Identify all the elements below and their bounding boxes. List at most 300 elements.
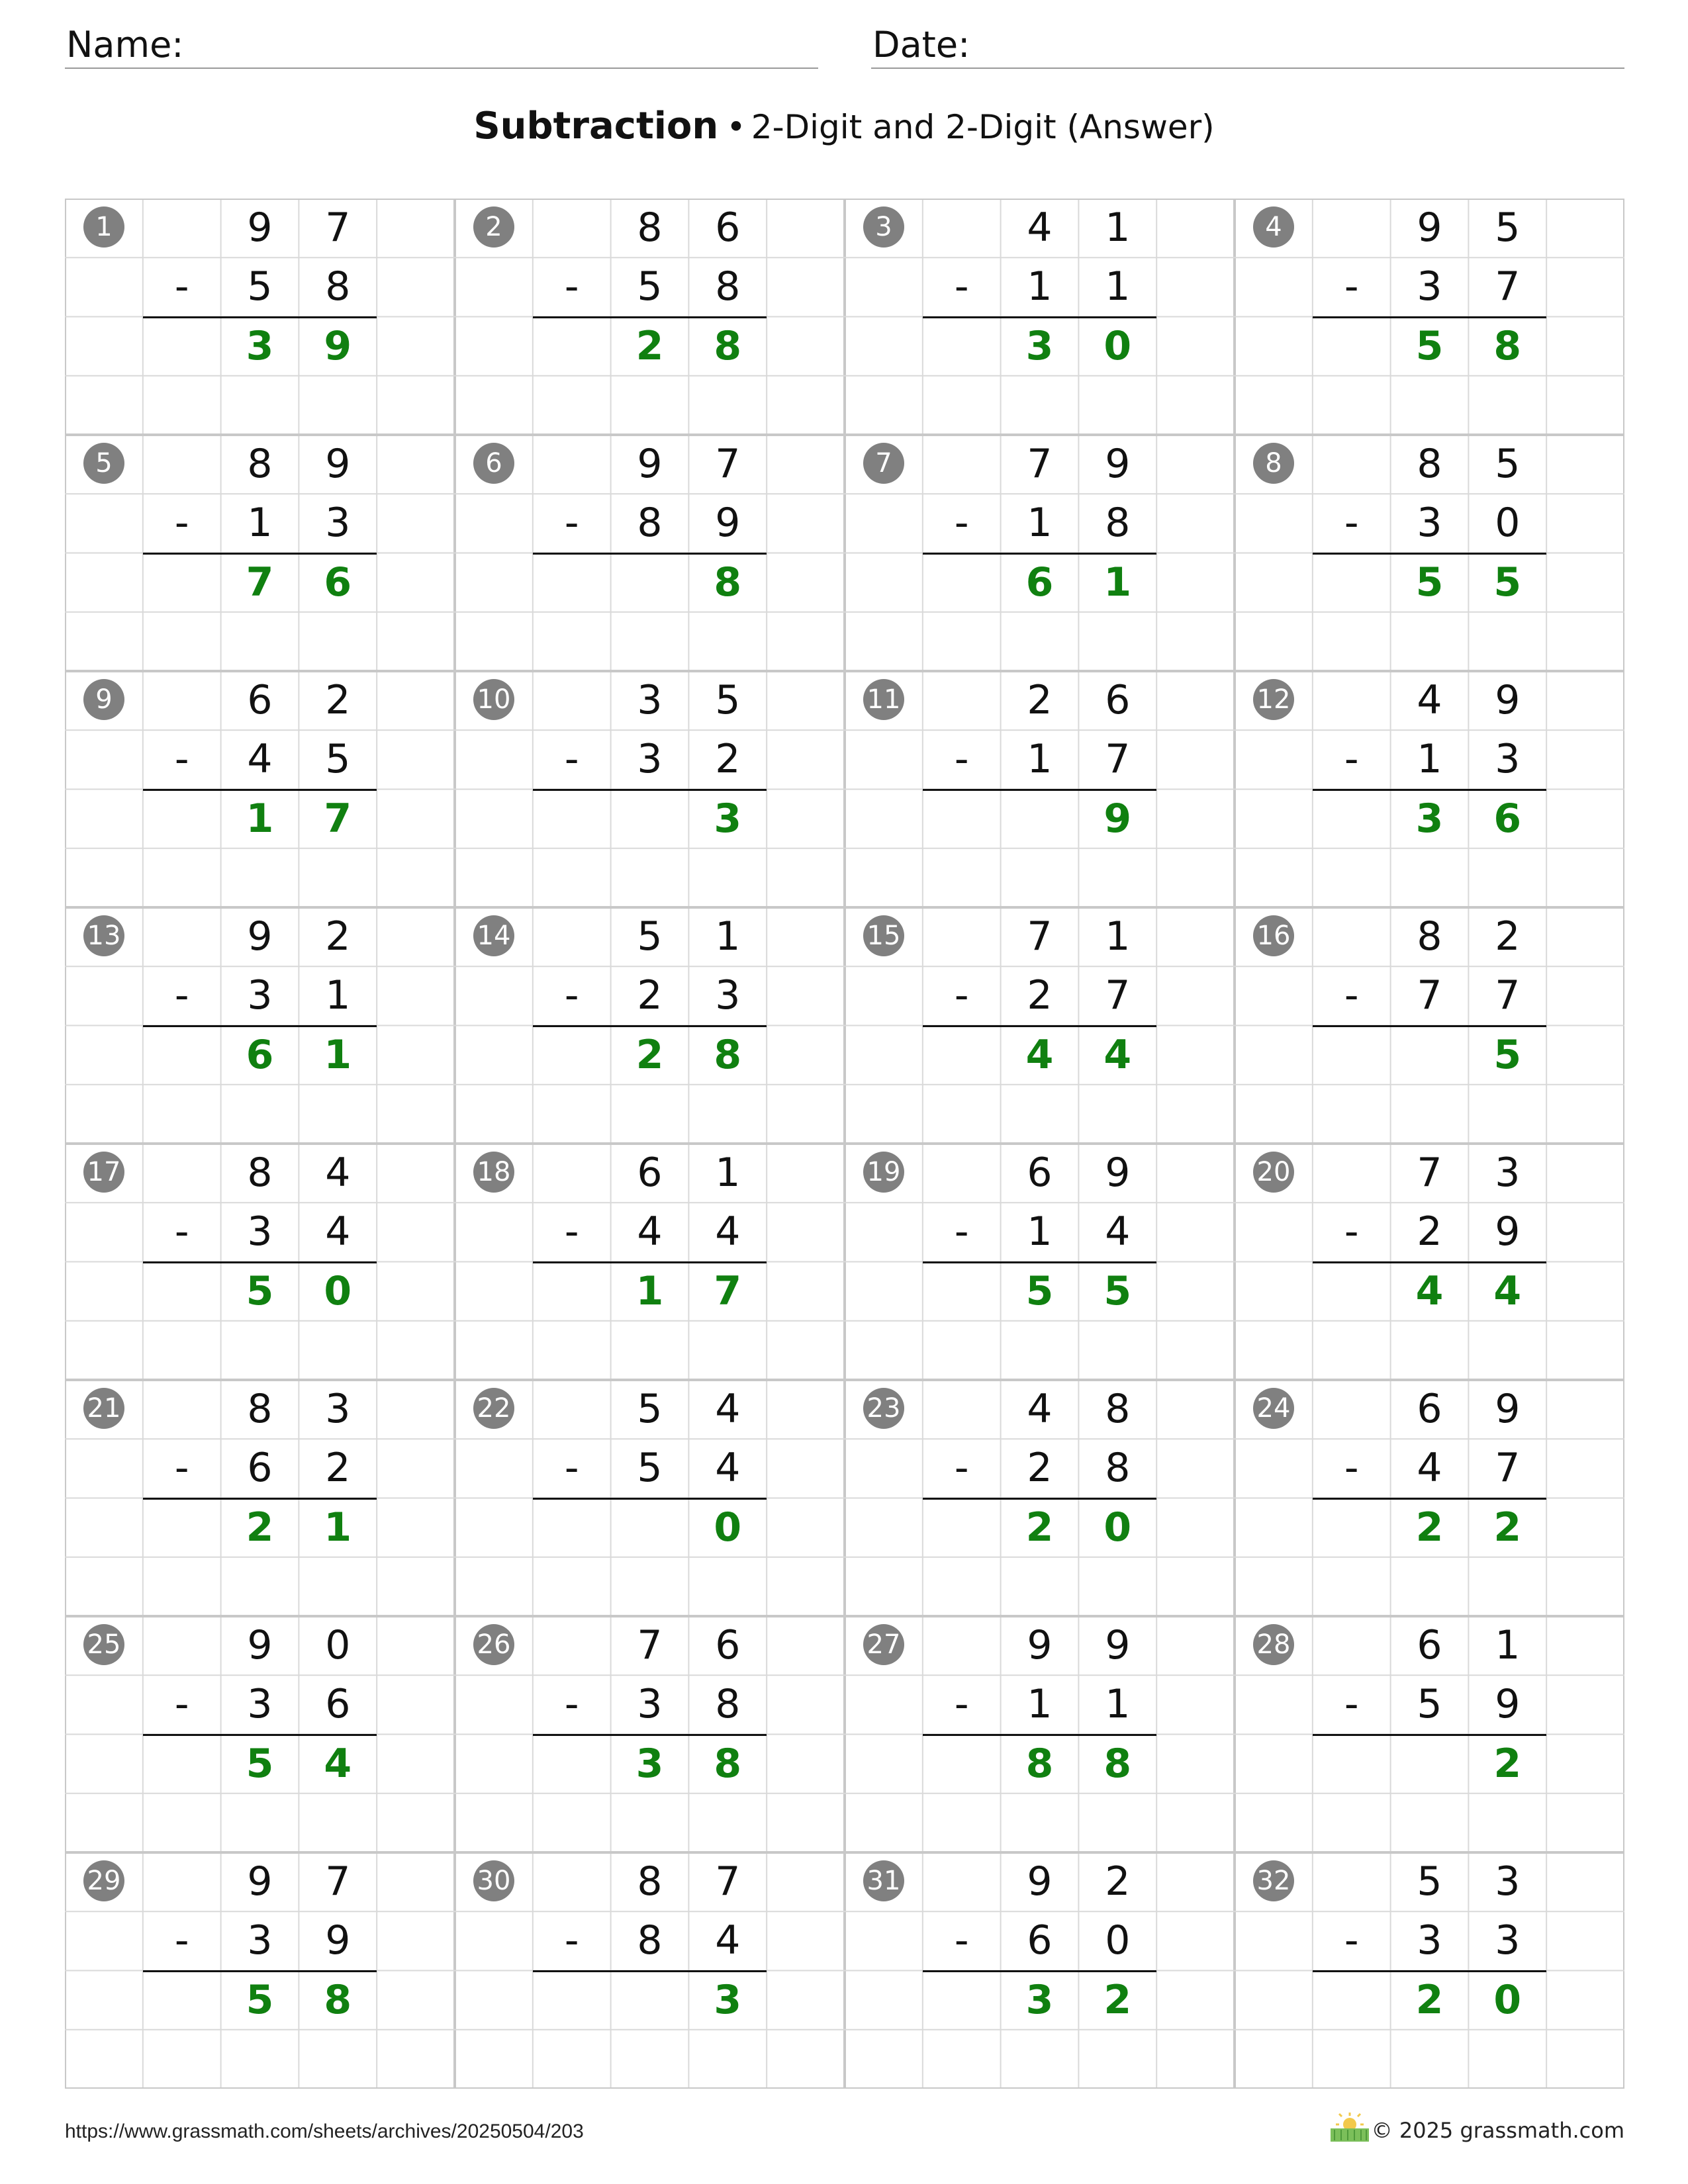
answer-tens[interactable]: 2 bbox=[1025, 1504, 1054, 1551]
answer-tens[interactable]: 2 bbox=[635, 322, 664, 369]
answer-ones[interactable]: 1 bbox=[1103, 559, 1132, 606]
minuend-ones: 5 bbox=[1495, 205, 1521, 251]
minuend-tens: 8 bbox=[1417, 913, 1442, 960]
answer-rule bbox=[923, 1970, 1156, 1972]
answer-rule bbox=[923, 553, 1156, 555]
subtrahend-ones: 9 bbox=[325, 1917, 351, 1964]
problem-27 bbox=[845, 1616, 1235, 1852]
minuend-tens: 7 bbox=[1027, 913, 1053, 960]
subtrahend-ones: 9 bbox=[1495, 1681, 1521, 1728]
minuend-tens: 3 bbox=[637, 677, 663, 723]
subtrahend-tens: 2 bbox=[1027, 1445, 1053, 1492]
minus-sign: - bbox=[564, 972, 579, 1019]
minus-sign: - bbox=[564, 1681, 579, 1728]
subtrahend-tens: 4 bbox=[247, 736, 273, 783]
minuend-tens: 6 bbox=[247, 677, 273, 723]
problem-number-badge: 13 bbox=[83, 915, 124, 956]
minus-sign: - bbox=[564, 1208, 579, 1255]
minuend-ones: 5 bbox=[1495, 441, 1521, 487]
subtrahend-ones: 5 bbox=[325, 736, 351, 783]
minuend-ones: 9 bbox=[1495, 1386, 1521, 1432]
minus-sign: - bbox=[1344, 263, 1359, 310]
answer-ones[interactable]: 2 bbox=[1493, 1504, 1522, 1551]
answer-ones[interactable]: 1 bbox=[324, 1031, 352, 1078]
problem-number-badge: 27 bbox=[863, 1624, 904, 1665]
answer-ones[interactable]: 1 bbox=[324, 1504, 352, 1551]
problem-14 bbox=[455, 907, 845, 1144]
answer-ones[interactable]: 4 bbox=[1493, 1267, 1522, 1314]
answer-rule bbox=[923, 1261, 1156, 1263]
subtrahend-tens: 2 bbox=[637, 972, 663, 1019]
subtrahend-tens: 3 bbox=[637, 736, 663, 783]
answer-ones[interactable]: 4 bbox=[324, 1740, 352, 1787]
answer-ones[interactable]: 8 bbox=[714, 1031, 742, 1078]
name-label: Name: bbox=[66, 24, 184, 66]
date-label: Date: bbox=[872, 24, 970, 66]
minus-sign: - bbox=[174, 1681, 189, 1728]
subtrahend-ones: 1 bbox=[325, 972, 351, 1019]
problem-number-badge: 6 bbox=[473, 443, 514, 484]
subtrahend-ones: 8 bbox=[1105, 500, 1131, 547]
subtrahend-tens: 3 bbox=[247, 1681, 273, 1728]
minuend-ones: 4 bbox=[325, 1150, 351, 1196]
problem-18 bbox=[455, 1144, 845, 1380]
problem-number-badge: 3 bbox=[863, 206, 904, 248]
problem-10 bbox=[455, 671, 845, 907]
subtrahend-ones: 8 bbox=[325, 263, 351, 310]
problem-22 bbox=[455, 1380, 845, 1616]
minus-sign: - bbox=[1344, 972, 1359, 1019]
answer-tens[interactable]: 3 bbox=[246, 322, 274, 369]
minuend-tens: 7 bbox=[1417, 1150, 1442, 1196]
subtrahend-ones: 7 bbox=[1495, 972, 1521, 1019]
minus-sign: - bbox=[564, 1917, 579, 1964]
subtrahend-ones: 2 bbox=[325, 1445, 351, 1492]
minuend-tens: 8 bbox=[1417, 441, 1442, 487]
subtrahend-tens: 1 bbox=[1417, 736, 1442, 783]
minuend-ones: 7 bbox=[715, 441, 741, 487]
minuend-tens: 6 bbox=[637, 1150, 663, 1196]
subtrahend-ones: 6 bbox=[325, 1681, 351, 1728]
minuend-tens: 8 bbox=[247, 1386, 273, 1432]
minuend-ones: 9 bbox=[1105, 1150, 1131, 1196]
minus-sign: - bbox=[1344, 736, 1359, 783]
answer-rule bbox=[1313, 1970, 1546, 1972]
answer-tens[interactable]: 4 bbox=[1025, 1031, 1054, 1078]
problem-number-badge: 10 bbox=[473, 679, 514, 720]
minuend-tens: 7 bbox=[637, 1622, 663, 1668]
answer-tens[interactable]: 3 bbox=[1415, 795, 1444, 842]
subtrahend-tens: 4 bbox=[1417, 1445, 1442, 1492]
answer-ones[interactable]: 9 bbox=[324, 322, 352, 369]
answer-ones[interactable]: 3 bbox=[714, 1976, 742, 2023]
minus-sign: - bbox=[564, 1445, 579, 1492]
subtrahend-ones: 0 bbox=[1495, 500, 1521, 547]
minuend-tens: 7 bbox=[1027, 441, 1053, 487]
problem-24 bbox=[1235, 1380, 1624, 1616]
minuend-ones: 4 bbox=[715, 1386, 741, 1432]
answer-ones[interactable]: 4 bbox=[1103, 1031, 1132, 1078]
name-line bbox=[65, 68, 818, 69]
subtrahend-ones: 1 bbox=[1105, 263, 1131, 310]
answer-tens[interactable]: 3 bbox=[1025, 1976, 1054, 2023]
minuend-ones: 3 bbox=[325, 1386, 351, 1432]
subtrahend-tens: 1 bbox=[1027, 736, 1053, 783]
answer-rule bbox=[1313, 1734, 1546, 1736]
minus-sign: - bbox=[174, 500, 189, 547]
problem-number-badge: 23 bbox=[863, 1388, 904, 1429]
subtrahend-ones: 8 bbox=[715, 263, 741, 310]
subtrahend-tens: 6 bbox=[247, 1445, 273, 1492]
answer-ones[interactable]: 8 bbox=[714, 1740, 742, 1787]
subtrahend-ones: 9 bbox=[1495, 1208, 1521, 1255]
minuend-ones: 9 bbox=[1105, 441, 1131, 487]
problem-6 bbox=[455, 435, 845, 671]
answer-tens[interactable] bbox=[611, 1971, 689, 2030]
answer-rule bbox=[533, 1970, 767, 1972]
minuend-ones: 3 bbox=[1495, 1150, 1521, 1196]
answer-tens[interactable]: 5 bbox=[1025, 1267, 1054, 1314]
answer-ones[interactable]: 0 bbox=[1103, 1504, 1132, 1551]
minuend-ones: 6 bbox=[1105, 677, 1131, 723]
problem-number-badge: 11 bbox=[863, 679, 904, 720]
answer-tens[interactable]: 2 bbox=[1415, 1504, 1444, 1551]
problem-number-badge: 25 bbox=[83, 1624, 124, 1665]
subtrahend-tens: 8 bbox=[637, 1917, 663, 1964]
minuend-ones: 2 bbox=[1495, 913, 1521, 960]
problem-number-badge: 9 bbox=[83, 679, 124, 720]
minuend-ones: 1 bbox=[1105, 205, 1131, 251]
answer-ones[interactable]: 0 bbox=[1103, 322, 1132, 369]
answer-tens[interactable]: 1 bbox=[635, 1267, 664, 1314]
minuend-ones: 0 bbox=[325, 1622, 351, 1668]
problem-5 bbox=[65, 435, 455, 671]
answer-ones[interactable]: 8 bbox=[324, 1976, 352, 2023]
answer-tens[interactable] bbox=[1391, 1735, 1469, 1794]
subtrahend-ones: 7 bbox=[1495, 1445, 1521, 1492]
minus-sign: - bbox=[1344, 1445, 1359, 1492]
answer-ones[interactable]: 8 bbox=[714, 559, 742, 606]
answer-ones[interactable]: 5 bbox=[1493, 559, 1522, 606]
answer-tens[interactable]: 5 bbox=[246, 1267, 274, 1314]
minuend-tens: 9 bbox=[1027, 1858, 1053, 1905]
title-main: Subtraction bbox=[473, 105, 719, 148]
answer-rule bbox=[923, 316, 1156, 318]
problem-number-badge: 17 bbox=[83, 1152, 124, 1193]
problem-number-badge: 18 bbox=[473, 1152, 514, 1193]
subtrahend-ones: 4 bbox=[1105, 1208, 1131, 1255]
subtrahend-tens: 1 bbox=[1027, 1208, 1053, 1255]
minuend-ones: 1 bbox=[1105, 913, 1131, 960]
problem-20 bbox=[1235, 1144, 1624, 1380]
answer-rule bbox=[143, 789, 377, 791]
answer-ones[interactable]: 0 bbox=[1493, 1976, 1522, 2023]
answer-rule bbox=[923, 789, 1156, 791]
subtrahend-ones: 4 bbox=[715, 1208, 741, 1255]
subtrahend-ones: 0 bbox=[1105, 1917, 1131, 1964]
minuend-tens: 4 bbox=[1417, 677, 1442, 723]
subtrahend-tens: 3 bbox=[1417, 500, 1442, 547]
answer-tens[interactable]: 4 bbox=[1415, 1267, 1444, 1314]
answer-rule bbox=[533, 1025, 767, 1027]
subtrahend-tens: 2 bbox=[1027, 972, 1053, 1019]
minus-sign: - bbox=[174, 972, 189, 1019]
problem-26 bbox=[455, 1616, 845, 1852]
minuend-tens: 8 bbox=[637, 205, 663, 251]
answer-rule bbox=[143, 1970, 377, 1972]
minuend-ones: 9 bbox=[1105, 1622, 1131, 1668]
minuend-ones: 7 bbox=[325, 1858, 351, 1905]
problem-number-badge: 28 bbox=[1253, 1624, 1294, 1665]
minus-sign: - bbox=[174, 1445, 189, 1492]
answer-rule bbox=[533, 1261, 767, 1263]
subtrahend-ones: 7 bbox=[1105, 736, 1131, 783]
title-bullet: • bbox=[726, 108, 746, 146]
problem-9 bbox=[65, 671, 455, 907]
subtrahend-ones: 1 bbox=[1105, 1681, 1131, 1728]
problem-number-badge: 26 bbox=[473, 1624, 514, 1665]
answer-rule bbox=[143, 1025, 377, 1027]
answer-rule bbox=[143, 553, 377, 555]
answer-tens[interactable] bbox=[611, 1498, 689, 1557]
minuend-tens: 6 bbox=[1417, 1622, 1442, 1668]
problem-number-badge: 31 bbox=[863, 1860, 904, 1901]
minus-sign: - bbox=[954, 1917, 969, 1964]
minus-sign: - bbox=[174, 263, 189, 310]
minuend-tens: 2 bbox=[1027, 677, 1053, 723]
subtrahend-tens: 4 bbox=[637, 1208, 663, 1255]
problem-30 bbox=[455, 1852, 845, 2089]
answer-rule bbox=[533, 553, 767, 555]
answer-rule bbox=[1313, 553, 1546, 555]
subtrahend-ones: 3 bbox=[1495, 736, 1521, 783]
minuend-ones: 2 bbox=[325, 913, 351, 960]
problem-number-badge: 32 bbox=[1253, 1860, 1294, 1901]
answer-rule bbox=[923, 1734, 1156, 1736]
subtrahend-tens: 1 bbox=[1027, 263, 1053, 310]
problem-number-badge: 21 bbox=[83, 1388, 124, 1429]
problem-13 bbox=[65, 907, 455, 1144]
answer-ones[interactable]: 6 bbox=[324, 559, 352, 606]
minuend-ones: 9 bbox=[1495, 677, 1521, 723]
grass-sun-logo-icon bbox=[1327, 2110, 1373, 2143]
answer-ones[interactable]: 8 bbox=[1493, 322, 1522, 369]
subtrahend-tens: 3 bbox=[1417, 1917, 1442, 1964]
minuend-ones: 1 bbox=[715, 1150, 741, 1196]
problem-2 bbox=[455, 199, 845, 435]
minus-sign: - bbox=[954, 263, 969, 310]
problem-number-badge: 19 bbox=[863, 1152, 904, 1193]
subtrahend-tens: 2 bbox=[1417, 1208, 1442, 1255]
subtrahend-tens: 1 bbox=[247, 500, 273, 547]
answer-tens[interactable]: 2 bbox=[635, 1031, 664, 1078]
answer-tens[interactable]: 3 bbox=[1025, 322, 1054, 369]
answer-rule bbox=[1313, 1261, 1546, 1263]
minuend-ones: 3 bbox=[1495, 1858, 1521, 1905]
problem-7 bbox=[845, 435, 1235, 671]
answer-ones[interactable]: 5 bbox=[1103, 1267, 1132, 1314]
answer-ones[interactable]: 2 bbox=[1103, 1976, 1132, 2023]
answer-rule bbox=[533, 1734, 767, 1736]
answer-ones[interactable]: 2 bbox=[1493, 1740, 1522, 1787]
minuend-ones: 7 bbox=[715, 1858, 741, 1905]
subtrahend-ones: 3 bbox=[1495, 1917, 1521, 1964]
minuend-ones: 6 bbox=[715, 1622, 741, 1668]
subtrahend-ones: 7 bbox=[1105, 972, 1131, 1019]
answer-ones[interactable]: 7 bbox=[714, 1267, 742, 1314]
problem-number-badge: 8 bbox=[1253, 443, 1294, 484]
answer-rule bbox=[1313, 1025, 1546, 1027]
minuend-tens: 9 bbox=[1027, 1622, 1053, 1668]
problem-number-badge: 12 bbox=[1253, 679, 1294, 720]
problem-number-badge: 2 bbox=[473, 206, 514, 248]
answer-tens[interactable]: 5 bbox=[246, 1740, 274, 1787]
problem-28 bbox=[1235, 1616, 1624, 1852]
date-line bbox=[871, 68, 1624, 69]
subtrahend-tens: 3 bbox=[637, 1681, 663, 1728]
footer-copyright: © 2025 grassmath.com bbox=[1371, 2118, 1624, 2143]
problem-17 bbox=[65, 1144, 455, 1380]
answer-rule bbox=[143, 1498, 377, 1500]
problem-number-badge: 5 bbox=[83, 443, 124, 484]
answer-tens[interactable]: 2 bbox=[246, 1504, 274, 1551]
answer-ones[interactable]: 8 bbox=[1103, 1740, 1132, 1787]
answer-tens[interactable]: 6 bbox=[246, 1031, 274, 1078]
minus-sign: - bbox=[954, 736, 969, 783]
answer-ones[interactable]: 0 bbox=[714, 1504, 742, 1551]
minuend-ones: 2 bbox=[325, 677, 351, 723]
problem-19 bbox=[845, 1144, 1235, 1380]
answer-rule bbox=[143, 316, 377, 318]
answer-tens[interactable]: 5 bbox=[246, 1976, 274, 2023]
problem-21 bbox=[65, 1380, 455, 1616]
problem-23 bbox=[845, 1380, 1235, 1616]
answer-tens[interactable]: 5 bbox=[1415, 322, 1444, 369]
problem-3 bbox=[845, 199, 1235, 435]
answer-ones[interactable]: 7 bbox=[324, 795, 352, 842]
minus-sign: - bbox=[564, 736, 579, 783]
minuend-tens: 8 bbox=[247, 441, 273, 487]
subtrahend-tens: 5 bbox=[637, 1445, 663, 1492]
worksheet-title bbox=[0, 105, 1688, 148]
answer-ones[interactable]: 9 bbox=[1103, 795, 1132, 842]
subtrahend-tens: 1 bbox=[1027, 1681, 1053, 1728]
minus-sign: - bbox=[564, 500, 579, 547]
problem-number-badge: 30 bbox=[473, 1860, 514, 1901]
subtrahend-ones: 4 bbox=[715, 1445, 741, 1492]
subtrahend-ones: 8 bbox=[715, 1681, 741, 1728]
answer-tens[interactable] bbox=[611, 553, 689, 612]
answer-tens[interactable]: 7 bbox=[246, 559, 274, 606]
problem-8 bbox=[1235, 435, 1624, 671]
answer-ones[interactable]: 3 bbox=[714, 795, 742, 842]
minuend-tens: 9 bbox=[247, 913, 273, 960]
answer-tens[interactable] bbox=[1391, 1026, 1469, 1085]
answer-rule bbox=[533, 789, 767, 791]
subtrahend-tens: 7 bbox=[1417, 972, 1442, 1019]
problem-number-badge: 20 bbox=[1253, 1152, 1294, 1193]
minus-sign: - bbox=[1344, 500, 1359, 547]
subtrahend-tens: 8 bbox=[637, 500, 663, 547]
minuend-tens: 9 bbox=[1417, 205, 1442, 251]
minuend-tens: 9 bbox=[247, 1858, 273, 1905]
minuend-ones: 5 bbox=[715, 677, 741, 723]
subtrahend-tens: 5 bbox=[1417, 1681, 1442, 1728]
minus-sign: - bbox=[1344, 1681, 1359, 1728]
answer-ones[interactable]: 8 bbox=[714, 322, 742, 369]
minuend-tens: 8 bbox=[637, 1858, 663, 1905]
answer-rule bbox=[1313, 316, 1546, 318]
minus-sign: - bbox=[954, 1681, 969, 1728]
subtrahend-ones: 4 bbox=[715, 1917, 741, 1964]
subtrahend-tens: 3 bbox=[1417, 263, 1442, 310]
problem-16 bbox=[1235, 907, 1624, 1144]
subtrahend-tens: 6 bbox=[1027, 1917, 1053, 1964]
problem-number-badge: 7 bbox=[863, 443, 904, 484]
problem-25 bbox=[65, 1616, 455, 1852]
problem-4 bbox=[1235, 199, 1624, 435]
minuend-tens: 6 bbox=[1417, 1386, 1442, 1432]
minus-sign: - bbox=[954, 1445, 969, 1492]
subtrahend-ones: 3 bbox=[325, 500, 351, 547]
answer-tens[interactable]: 5 bbox=[1415, 559, 1444, 606]
answer-tens[interactable] bbox=[611, 790, 689, 848]
problem-number-badge: 22 bbox=[473, 1388, 514, 1429]
answer-ones[interactable]: 5 bbox=[1493, 1031, 1522, 1078]
subtrahend-ones: 9 bbox=[715, 500, 741, 547]
minus-sign: - bbox=[564, 263, 579, 310]
problem-11 bbox=[845, 671, 1235, 907]
subtrahend-tens: 3 bbox=[247, 1917, 273, 1964]
minuend-tens: 6 bbox=[1027, 1150, 1053, 1196]
minuend-tens: 9 bbox=[247, 205, 273, 251]
problem-number-badge: 24 bbox=[1253, 1388, 1294, 1429]
answer-rule bbox=[1313, 789, 1546, 791]
answer-tens[interactable]: 6 bbox=[1025, 559, 1054, 606]
problem-31 bbox=[845, 1852, 1235, 2089]
minus-sign: - bbox=[174, 1208, 189, 1255]
problem-29 bbox=[65, 1852, 455, 2089]
problem-number-badge: 1 bbox=[83, 206, 124, 248]
minus-sign: - bbox=[1344, 1208, 1359, 1255]
answer-tens[interactable]: 3 bbox=[635, 1740, 664, 1787]
problem-grid bbox=[65, 199, 1624, 2089]
minuend-tens: 5 bbox=[1417, 1858, 1442, 1905]
minuend-tens: 9 bbox=[637, 441, 663, 487]
minus-sign: - bbox=[954, 972, 969, 1019]
minuend-ones: 1 bbox=[1495, 1622, 1521, 1668]
subtrahend-ones: 4 bbox=[325, 1208, 351, 1255]
minuend-ones: 9 bbox=[325, 441, 351, 487]
answer-tens[interactable]: 8 bbox=[1025, 1740, 1054, 1787]
minus-sign: - bbox=[174, 1917, 189, 1964]
minuend-ones: 8 bbox=[1105, 1386, 1131, 1432]
answer-rule bbox=[923, 1025, 1156, 1027]
problem-32 bbox=[1235, 1852, 1624, 2089]
minuend-tens: 8 bbox=[247, 1150, 273, 1196]
problem-15 bbox=[845, 907, 1235, 1144]
answer-tens[interactable]: 2 bbox=[1415, 1976, 1444, 2023]
answer-tens[interactable]: 1 bbox=[246, 795, 274, 842]
answer-ones[interactable]: 0 bbox=[324, 1267, 352, 1314]
answer-rule bbox=[533, 1498, 767, 1500]
subtrahend-tens: 3 bbox=[247, 1208, 273, 1255]
answer-tens[interactable] bbox=[1001, 790, 1079, 848]
minuend-tens: 4 bbox=[1027, 205, 1053, 251]
answer-ones[interactable]: 6 bbox=[1493, 795, 1522, 842]
problem-12 bbox=[1235, 671, 1624, 907]
minuend-tens: 5 bbox=[637, 1386, 663, 1432]
